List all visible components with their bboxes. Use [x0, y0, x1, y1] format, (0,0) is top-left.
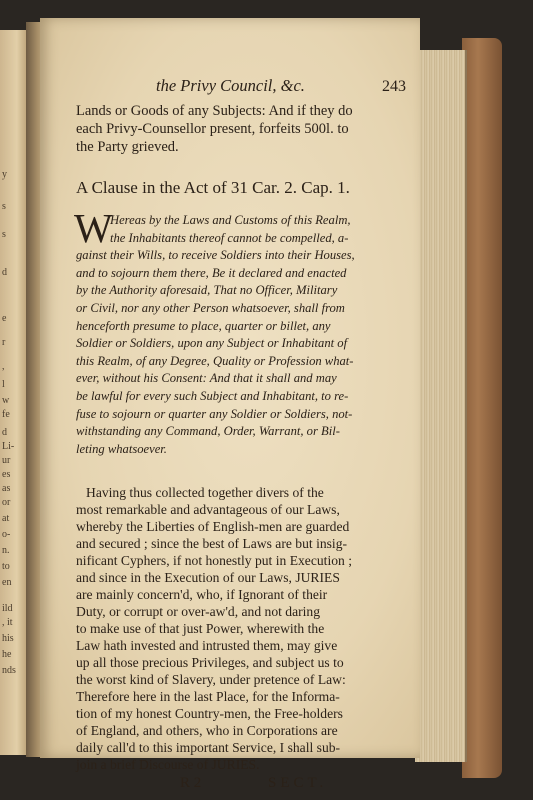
- facing-page-fragment: his: [2, 633, 14, 644]
- clause-line: gainst their Wills, to receive Soldiers into their Houses,: [76, 248, 355, 263]
- clause-line: be lawful for every such Subject and Inhabitant, to re-: [76, 388, 349, 403]
- body-line: Law hath invested and intrusted them, may give: [76, 638, 338, 654]
- book-cover-edge: [462, 38, 502, 778]
- page-header: [76, 76, 406, 102]
- facing-page-fragment: e: [2, 313, 7, 324]
- clause-line: Soldier or Soldiers, upon any Subject or Inhabitant of: [76, 336, 348, 351]
- intro-paragraph: [76, 102, 396, 156]
- facing-page-fragment: nds: [2, 665, 16, 676]
- clause-line: or Civil, nor any other Person whatsoever, shall from: [76, 300, 345, 315]
- running-title: the Privy Council, &c.: [156, 76, 305, 95]
- page-content: [74, 76, 406, 795]
- facing-page-fragment: n.: [2, 545, 10, 556]
- facing-page-fragment: ur: [2, 455, 11, 466]
- facing-page-fragment: , it: [2, 617, 13, 628]
- facing-page-fragment: he: [2, 649, 12, 660]
- body-line: and since in the Execution of our Laws, JURIES: [76, 570, 340, 586]
- body-line: Duty, or corrupt or over-aw'd, and not daring: [76, 604, 321, 620]
- clause-line: ever, without his Consent: And that it shall and may: [76, 371, 337, 386]
- signature-mark: R 2: [180, 775, 202, 792]
- facing-page-fragment: es: [2, 469, 11, 480]
- facing-page-strip: [0, 30, 28, 755]
- clause-line: this Realm, of any Degree, Quality or Profession what-: [76, 353, 354, 368]
- facing-page-fragment: or: [2, 497, 11, 508]
- clause-heading: A Clause in the Act of 31 Car. 2. Cap. 1.: [76, 178, 350, 197]
- body-line: and secured ; since the best of Laws are but insig-: [76, 536, 348, 552]
- page-number: 243: [382, 78, 406, 95]
- body-line: of England, and others, who in Corporations are: [76, 723, 338, 739]
- facing-page-fragment: as: [2, 483, 11, 494]
- drop-cap: W: [74, 205, 113, 251]
- facing-page-fragment: d: [2, 267, 7, 278]
- body-line: whereby the Liberties of English-men are guarded: [76, 519, 350, 535]
- body-line: daily call'd to this important Service, I shall sub-: [76, 740, 341, 756]
- facing-page-fragment: fe: [2, 409, 10, 420]
- facing-page-fragment: at: [2, 513, 10, 524]
- body-line: to make use of that just Power, wherewith the: [76, 621, 325, 637]
- body-line: are mainly concern'd, who, if Ignorant of their: [76, 587, 328, 603]
- body-line: the worst kind of Slavery, under pretence of Law:: [76, 672, 346, 688]
- book-page: [40, 18, 420, 792]
- page-footer: [76, 775, 396, 795]
- clause-line: and to sojourn them there, Be it declared and enacted: [76, 265, 347, 280]
- facing-page-fragment: l: [2, 379, 5, 390]
- intro-line: Lands or Goods of any Subjects: And if they do: [76, 103, 353, 119]
- clause-line: the Inhabitants thereof cannot be compelled, a-: [110, 230, 349, 245]
- clause-line: withstanding any Command, Order, Warrant, or Bil-: [76, 424, 340, 439]
- body-line: Therefore here in the last Place, for the Informa-: [76, 689, 340, 705]
- facing-page-fragment: o-: [2, 529, 11, 540]
- facing-page-fragment: r: [2, 337, 6, 348]
- facing-page-fragment: s: [2, 201, 6, 212]
- body-line: join a brief Discourse of JURIES.: [76, 757, 260, 773]
- intro-line: the Party grieved.: [76, 139, 179, 155]
- facing-page-fragment: ild: [2, 603, 13, 614]
- facing-page-fragment: to: [2, 561, 10, 572]
- facing-page-fragment: d: [2, 427, 7, 438]
- clause-line: leting whatsoever.: [76, 441, 167, 456]
- body-line: Having thus collected together divers of the: [86, 485, 324, 501]
- body-line: most remarkable and advantageous of our Laws,: [76, 502, 340, 518]
- clause-line: Hereas by the Laws and Customs of this Realm,: [110, 213, 351, 227]
- catchword: SECT.: [268, 775, 328, 792]
- facing-page-fragment: w: [2, 395, 10, 406]
- facing-page-fragment: en: [2, 577, 12, 588]
- clause-line: henceforth presume to place, quarter or billet, any: [76, 318, 331, 333]
- facing-page-fragment: s: [2, 229, 6, 240]
- facing-page-fragment: y: [2, 169, 7, 180]
- body-line: up all those precious Privileges, and subject us to: [76, 655, 344, 671]
- body-line: tion of my honest Country-men, the Free-holders: [76, 706, 343, 722]
- page-edges: [415, 50, 467, 762]
- body-paragraph: [76, 484, 396, 773]
- body-line: nificant Cyphers, if not honestly put in Execution ;: [76, 553, 352, 569]
- intro-line: each Privy-Counsellor present, forfeits 500l. to: [76, 121, 349, 137]
- facing-page-fragment: Li-: [2, 441, 15, 452]
- clause-text: [74, 205, 396, 458]
- clause-line: fuse to sojourn or quarter any Soldier or Soldiers, not-: [76, 406, 353, 421]
- clause-line: by the Authority aforesaid, That no Officer, Military: [76, 283, 338, 298]
- facing-page-fragment: ,: [2, 361, 5, 372]
